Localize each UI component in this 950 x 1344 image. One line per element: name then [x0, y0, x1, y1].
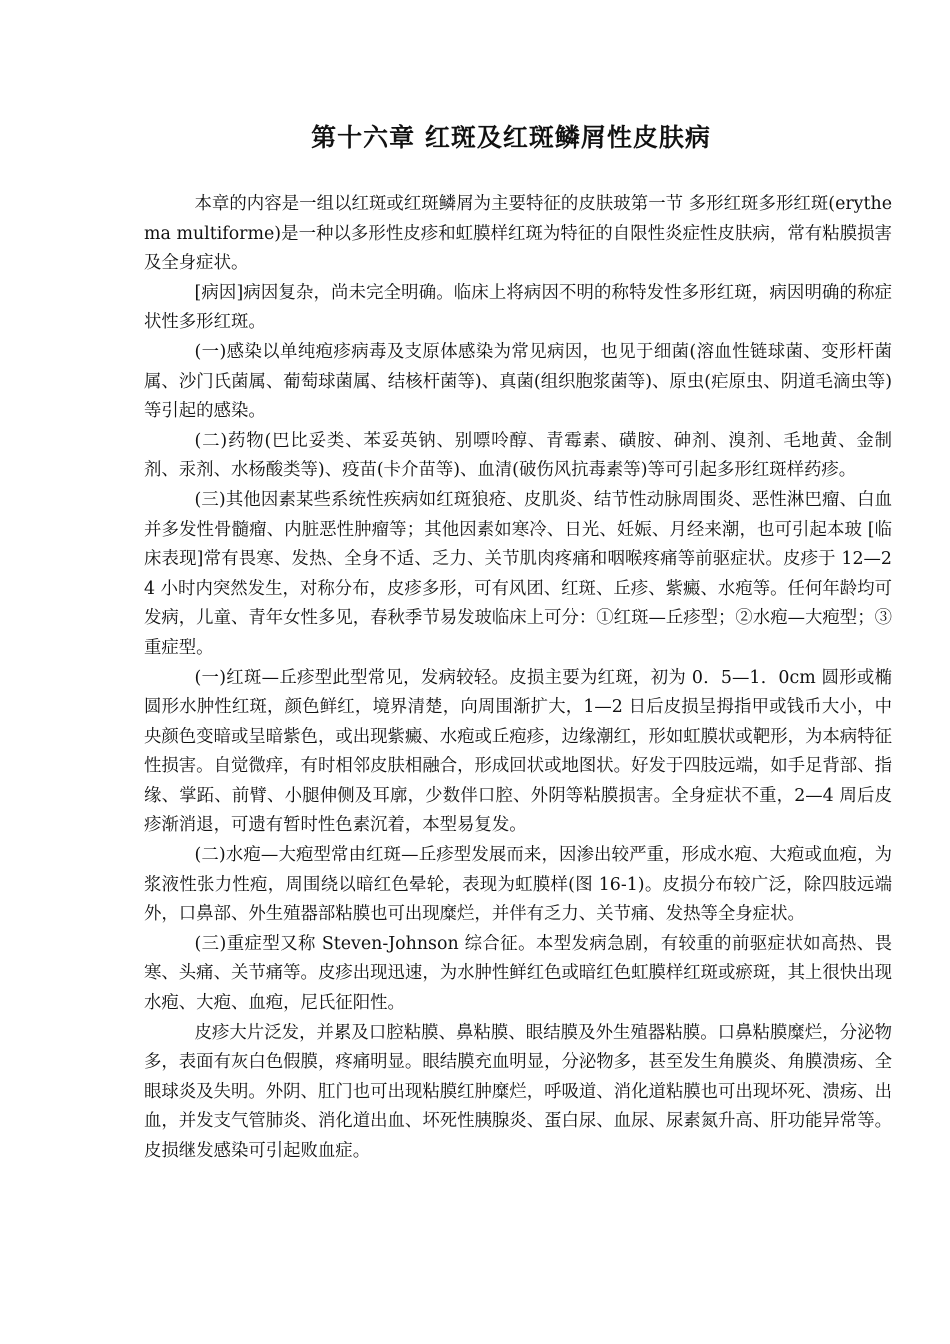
paragraph-other-factors: (三)其他因素某些系统性疾病如红斑狼疮、皮肌炎、结节性动脉周围炎、恶性淋巴瘤、白血并多发性骨髓瘤、内脏恶性肿瘤等；其他因素如寒冷、日光、妊娠、月经来潮，也可引起本玻 [临床表现]常有畏寒、发热、全身不适、乏力、关节肌肉疼痛和咽喉疼痛等前驱症状。皮疹于 12—24 小时内突然发生，对称分布，皮疹多形，可有风团、红斑、丘疹、紫癜、水疱等。任何年龄均可发病，儿童、青年女性多见，春秋季节易发玻临床上可分：①红斑—丘疹型；②水疱—大疱型；③重症型。	[144, 489, 892, 658]
paragraph-vesicular-bullous-type: (二)水疱—大疱型常由红斑—丘疹型发展而来，因渗出较严重，形成水疱、大疱或血疱，为浆液性张力性疱，周围绕以暗红色晕轮，表现为虹膜样(图 16-1)。皮损分布较广泛，除四肢远端外，口鼻部、外生殖器部粘膜也可出现糜烂，并伴有乏力、关节痛、发热等全身症状。	[144, 845, 892, 925]
paragraph-infection: (一)感染以单纯疱疹病毒及支原体感染为常见病因，也见于细菌(溶血性链球菌、变形杆菌属、沙门氏菌属、葡萄球菌属、结核杆菌等)、真菌(组织胞浆菌等)、原虫(疟原虫、阴道毛滴虫等)等引起的感染。	[144, 341, 892, 422]
document-body	[144, 190, 892, 1167]
paragraph-severe-type: (三)重症型又称 Steven-Johnson 综合征。本型发病急剧，有较重的前驱症状如高热、畏寒、头痛、关节痛等。皮疹出现迅速，为水肿性鲜红色或暗红色虹膜样红斑或瘀斑，其上很快出现水疱、大疱、血疱，尼氏征阳性。	[144, 933, 892, 1014]
paragraph-intro: 本章的内容是一组以红斑或红斑鳞屑为主要特征的皮肤玻第一节 多形红斑多形红斑(erythema multiforme)是一种以多形性皮疹和虹膜样红斑为特征的自限性炎症性皮肤病，常有粘膜损害及全身症状。	[144, 194, 892, 274]
paragraph-etiology: [病因]病因复杂，尚未完全明确。临床上将病因不明的称特发性多形红斑，病因明确的称症状性多形红斑。	[144, 282, 892, 333]
chapter-title: 第十六章 红斑及红斑鳞屑性皮肤病	[311, 123, 711, 152]
paragraph-severe-symptoms: 皮疹大片泛发，并累及口腔粘膜、鼻粘膜、眼结膜及外生殖器粘膜。口鼻粘膜糜烂，分泌物多，表面有灰白色假膜，疼痛明显。眼结膜充血明显，分泌物多，甚至发生角膜炎、角膜溃疡、全眼球炎及失明。外阴、肛门也可出现粘膜红肿糜烂，呼吸道、消化道粘膜也可出现坏死、溃疡、出血，并发支气管肺炎、消化道出血、坏死性胰腺炎、蛋白尿、血尿、尿素氮升高、肝功能异常等。皮损继发感染可引起败血症。	[144, 1022, 892, 1161]
paragraph-erythema-papular-type: (一)红斑—丘疹型此型常见，发病较轻。皮损主要为红斑，初为 0．5—1．0cm 圆形或椭圆形水肿性红斑，颜色鲜红，境界清楚，向周围渐扩大，1—2 日后皮损呈拇指甲或钱币大小，中央颜色变暗或呈暗紫色，或出现紫癜、水疱或丘疱疹，边缘潮红，形如虹膜状或靶形，为本病特征性损害。自觉微痒，有时相邻皮肤相融合，形成回状或地图状。好发于四肢远端，如手足背部、指缘、掌跖、前臂、小腿伸侧及耳廓，少数伴口腔、外阴等粘膜损害。全身症状不重，2—4 周后皮疹渐消退，可遗有暂时性色素沉着，本型易复发。	[144, 667, 892, 836]
paragraph-drugs: (二)药物(巴比妥类、苯妥英钠、别嘌呤醇、青霉素、磺胺、砷剂、溴剂、毛地黄、金制剂、汞剂、水杨酸类等)、疫苗(卡介苗等)、血清(破伤风抗毒素等)等可引起多形红斑样药疹。	[144, 430, 892, 481]
